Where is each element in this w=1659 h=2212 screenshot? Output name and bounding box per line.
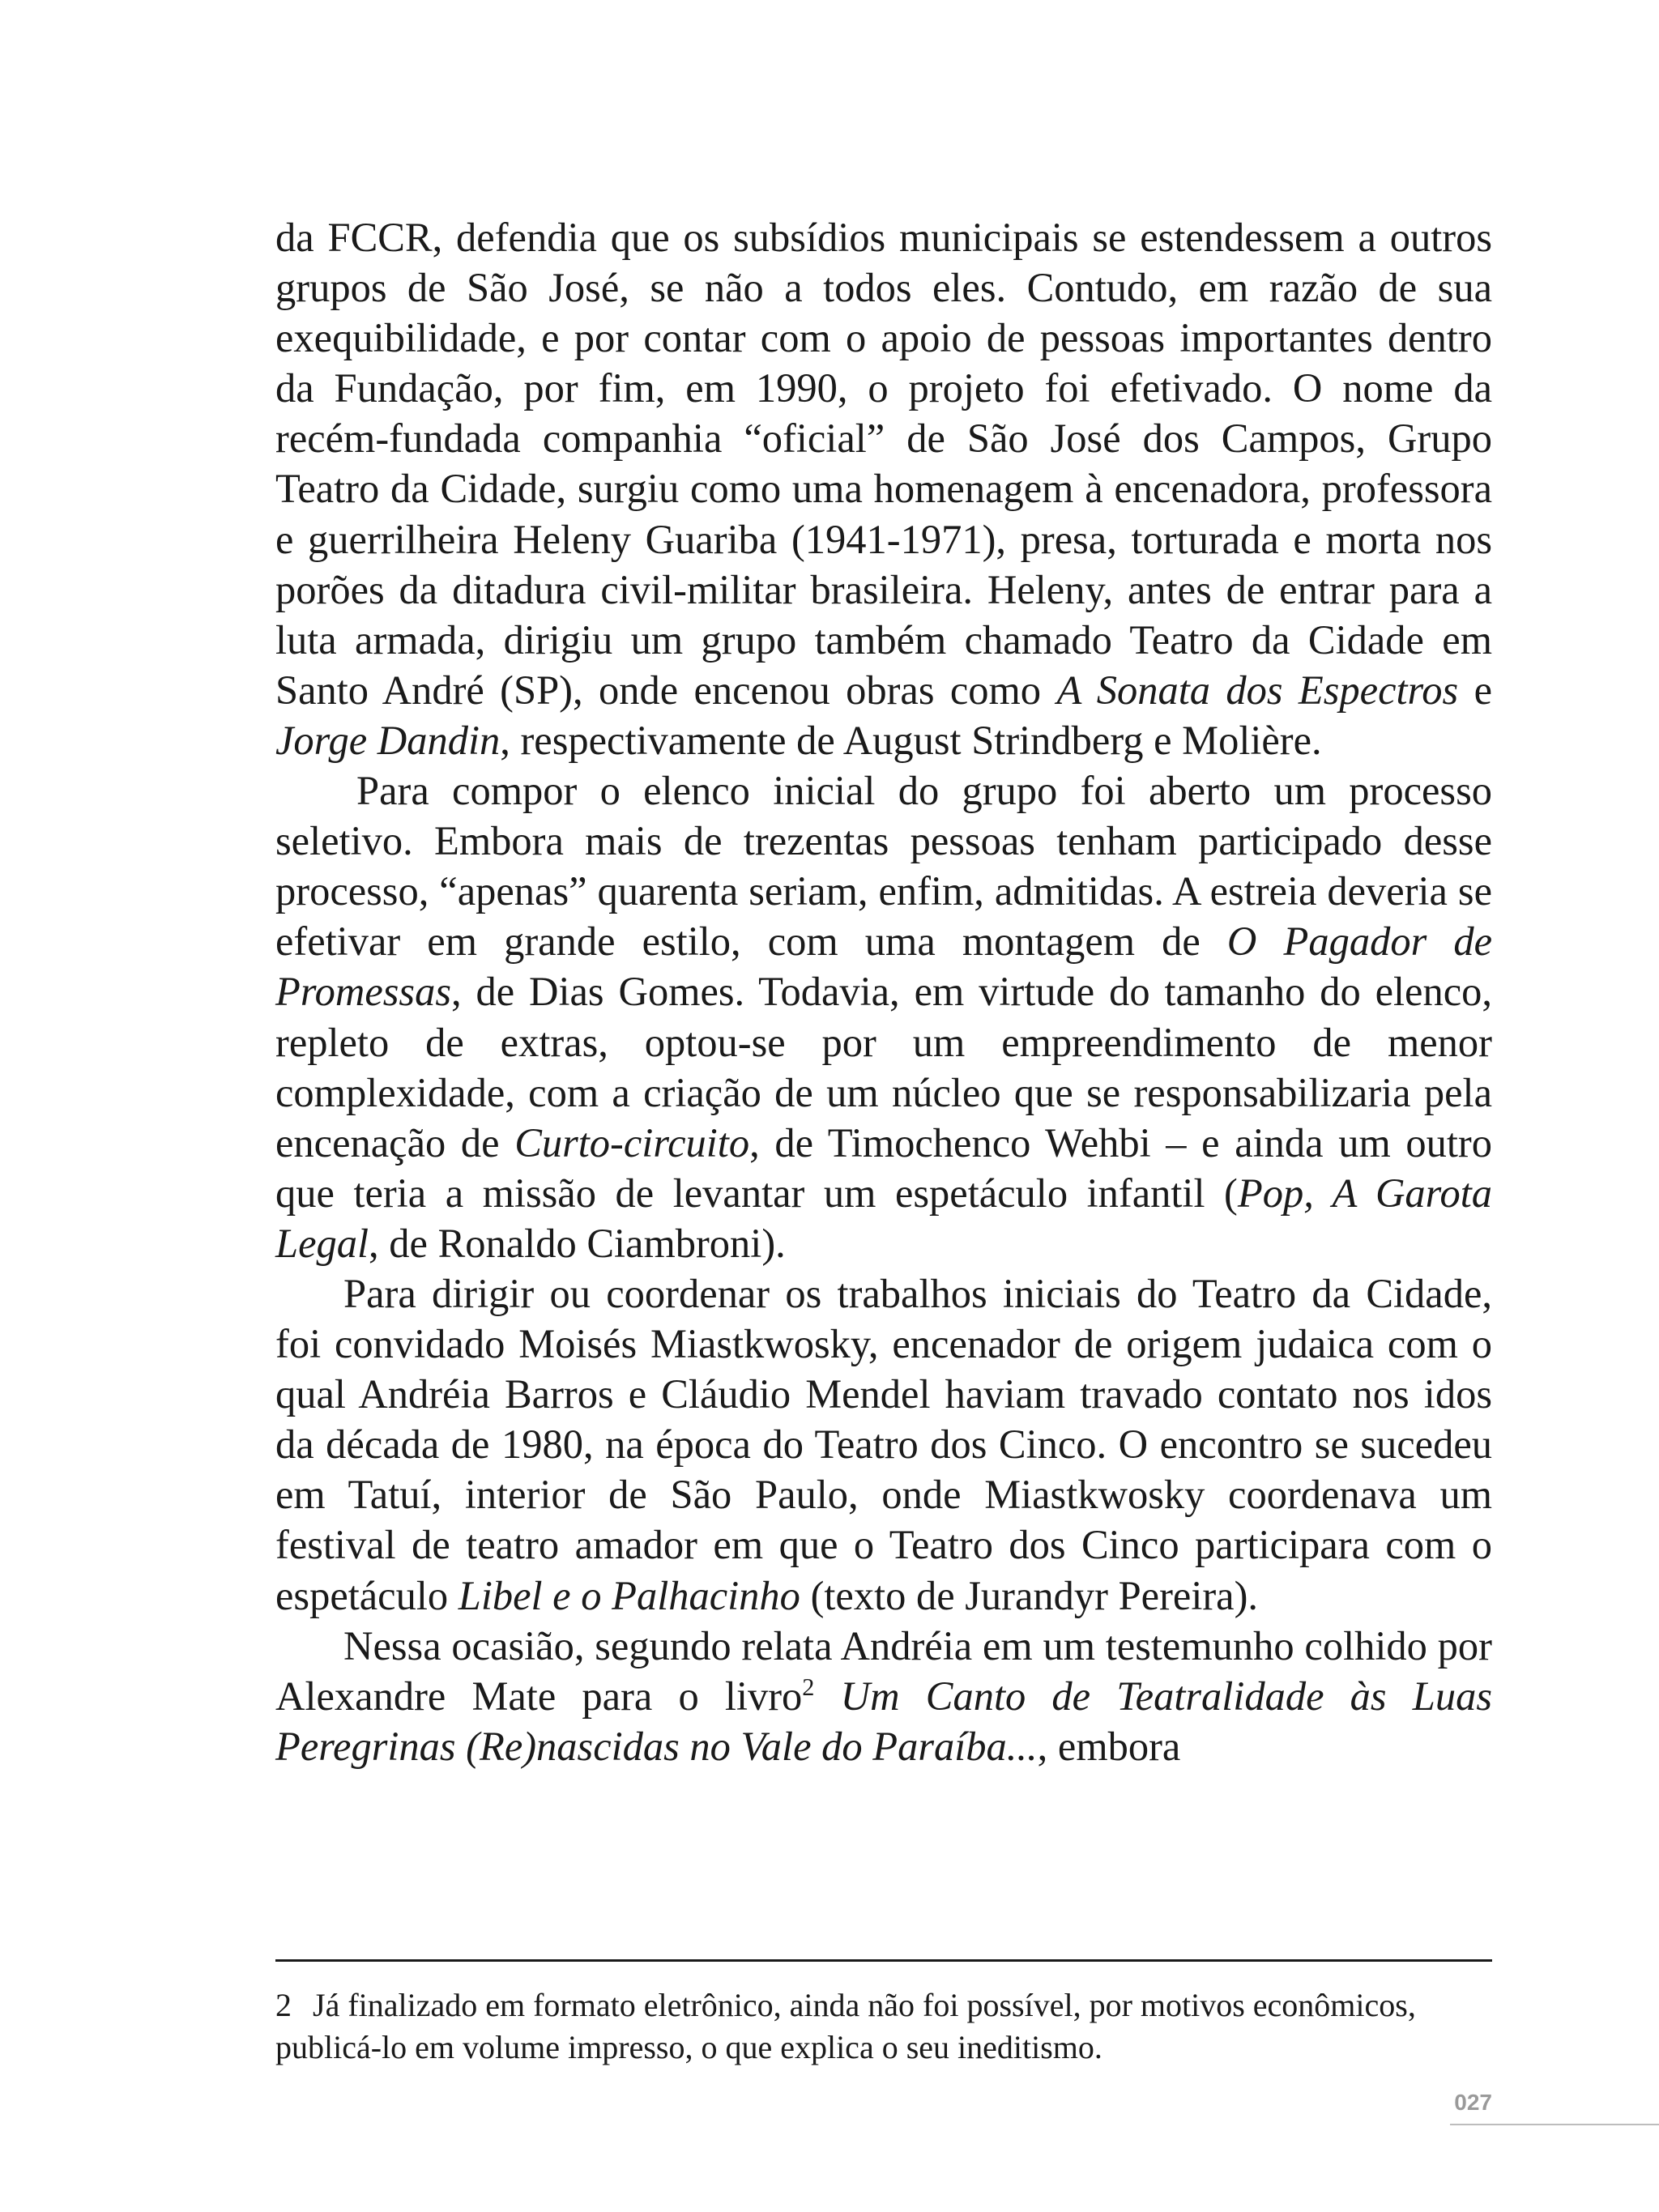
italic-title: Pop, A Garota Legal <box>275 1170 1492 1266</box>
body-text <box>275 212 1492 1771</box>
paragraph-4 <box>275 1621 1492 1771</box>
italic-title: Libel e o Palhacinho <box>458 1572 800 1618</box>
text-run: (texto de Jurandyr Pereira). <box>800 1572 1259 1618</box>
text-run: , embora <box>1037 1723 1181 1769</box>
italic-title: Jorge Dandin <box>275 717 501 763</box>
text-run: , de Timochenco Wehbi – e ainda um outro que teria a missão de levantar um espetáculo infantil ( <box>275 1119 1492 1216</box>
paragraph-1 <box>275 212 1492 765</box>
italic-title: A Sonata dos Espectros <box>1056 667 1459 713</box>
text-run: , respectivamente de August Strindberg e Molière. <box>500 717 1322 763</box>
text-run: , de Ronaldo Ciambroni). <box>369 1220 786 1266</box>
text-run: da FCCR, defendia que os subsídios municipais se estendessem a outros grupos de São José, se não a todos eles. Contudo, em razão de sua exequibilidade, e por contar com o apoio de pessoas importantes dentro da Fundação, por fim, em 1990, o projeto foi efetivado. O nome da recém-fundada companhia “oficial” de São José dos Campos, Grupo Teatro da Cidade, surgiu como uma homenagem à encenadora, professora e guerrilheira Heleny Guariba (1941-1971), presa, torturada e morta nos porões da ditadura civil-militar brasileira. Heleny, antes de entrar para a luta armada, dirigiu um grupo também chamado Teatro da Cidade em Santo André (SP), onde encenou obras como <box>275 215 1492 713</box>
italic-title: Um Canto de Teatralidade às Luas Peregrinas (Re)nascidas no Vale do Paraíba... <box>275 1673 1492 1769</box>
footnote-reference: 2 <box>802 1673 815 1701</box>
footnote-number: 2 <box>275 1987 292 2023</box>
footnote-text: Já finalizado em formato eletrônico, ainda não foi possível, por motivos econômicos, publicá-lo em volume impresso, o que explica o seu ineditismo. <box>275 1987 1416 2065</box>
paragraph-3 <box>275 1268 1492 1621</box>
footnote <box>275 1984 1492 2069</box>
text-run: , de Dias Gomes. Todavia, em virtude do tamanho do elenco, repleto de extras, optou-se por um empreendimento de menor complexidade, com a criação de um núcleo que se responsabilizaria pela encenação de <box>275 969 1492 1166</box>
text-run <box>814 1673 840 1719</box>
footnote-separator <box>275 1959 1492 1962</box>
text-run: Para compor o elenco inicial do grupo foi aberto um processo seletivo. Embora mais de trezentas pessoas tenham participado desse processo, “apenas” quarenta seriam, enfim, admitidas. A estreia deveria se efetivar em grande estilo, com uma montagem de <box>275 768 1492 965</box>
italic-title: Curto-circuito <box>514 1119 750 1166</box>
text-run: Nessa ocasião, segundo relata Andréia em um testemunho colhido por Alexandre Mate para o livro <box>275 1622 1492 1719</box>
page-number: 027 <box>1454 2090 1492 2115</box>
text-run: e <box>1458 667 1492 713</box>
page-number-rule <box>1450 2124 1659 2125</box>
text-run: Para dirigir ou coordenar os trabalhos iniciais do Teatro da Cidade, foi convidado Moisés Miastkwosky, encenador de origem judaica com o qual Andréia Barros e Cláudio Mendel haviam travado contato nos idos da década de 1980, na época do Teatro dos Cinco. O encontro se sucedeu em Tatuí, interior de São Paulo, onde Miastkwosky coordenava um festival de teatro amador em que o Teatro dos Cinco participara com o espetáculo <box>275 1270 1492 1618</box>
paragraph-2 <box>275 765 1492 1268</box>
italic-title: O Pagador de Promessas <box>275 918 1492 1015</box>
